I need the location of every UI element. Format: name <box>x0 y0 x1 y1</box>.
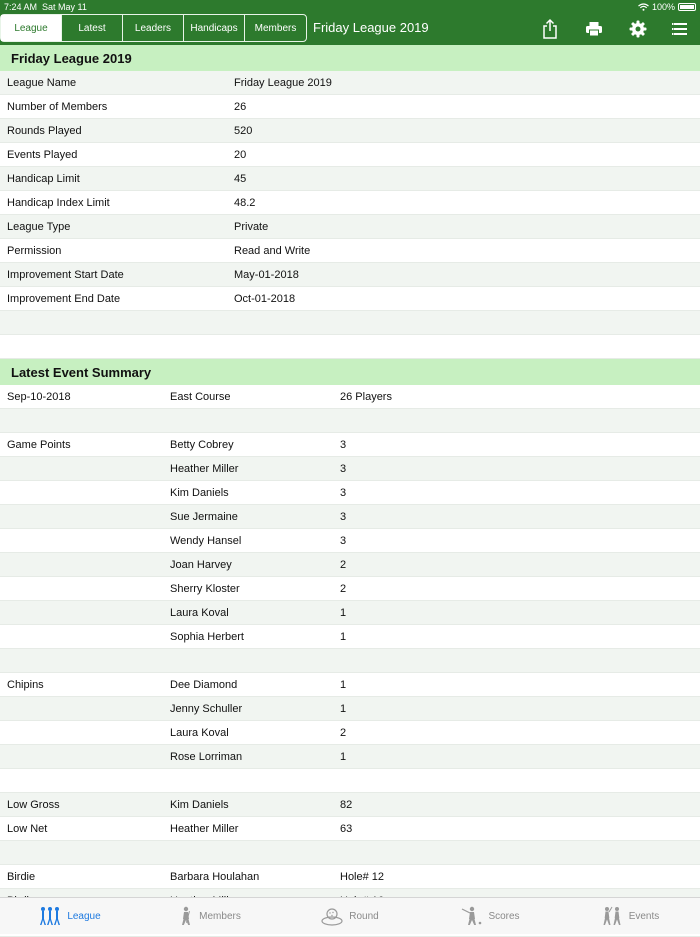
player-name: Heather Miller <box>170 822 239 835</box>
event-row <box>0 433 700 457</box>
info-label: Events Played <box>7 148 78 161</box>
event-row <box>0 793 700 817</box>
tabbar-label: Members <box>199 910 241 922</box>
status-right <box>638 2 696 12</box>
info-row <box>0 143 700 167</box>
info-value: 20 <box>234 148 247 161</box>
player-value: 3 <box>340 486 347 499</box>
tab-leaders[interactable]: Leaders <box>123 15 184 41</box>
row-spacer <box>0 335 700 359</box>
tabbar-members[interactable] <box>140 898 280 934</box>
player-value: 3 <box>340 534 347 547</box>
player-value: Hole# 12 <box>340 870 385 883</box>
status-bar <box>0 0 700 14</box>
player-value: 2 <box>340 726 347 739</box>
info-value: Oct-01-2018 <box>234 292 296 305</box>
golfer-swing-icon <box>460 906 482 926</box>
event-date: Sep-10-2018 <box>7 390 71 403</box>
info-value: 45 <box>234 172 247 185</box>
info-label: Number of Members <box>7 100 108 113</box>
info-row <box>0 95 700 119</box>
info-value: 520 <box>234 124 253 137</box>
info-row <box>0 191 700 215</box>
share-button[interactable] <box>539 18 561 40</box>
info-label: Rounds Played <box>7 124 82 137</box>
info-value: May-01-2018 <box>234 268 299 281</box>
top-bar <box>0 0 700 45</box>
tabbar-scores[interactable] <box>420 898 560 934</box>
player-value: 3 <box>340 510 347 523</box>
player-value: 1 <box>340 630 347 643</box>
info-row <box>0 215 700 239</box>
player-value: 2 <box>340 582 347 595</box>
league-section-title: Friday League 2019 <box>0 45 700 71</box>
player-value: 1 <box>340 702 347 715</box>
player-value: 1 <box>340 678 347 691</box>
event-row <box>0 481 700 505</box>
event-row <box>0 817 700 841</box>
tabbar-league[interactable] <box>0 898 140 934</box>
event-row <box>0 601 700 625</box>
event-summary-row <box>0 385 700 409</box>
player-name: Sophia Herbert <box>170 630 244 643</box>
player-value: 1 <box>340 750 347 763</box>
player-name: Heather Miller <box>170 462 239 475</box>
player-value: 3 <box>340 462 347 475</box>
info-label: Handicap Limit <box>7 172 80 185</box>
info-label: League Name <box>7 76 77 89</box>
info-label: Improvement Start Date <box>7 268 124 281</box>
golf-ball-tee-icon <box>321 906 343 926</box>
status-date: Sat May 11 <box>42 2 87 12</box>
segmented-tabs <box>0 14 307 42</box>
print-button[interactable] <box>583 18 605 40</box>
golfers-group-icon <box>39 906 61 926</box>
info-value: 26 <box>234 100 247 113</box>
event-course: East Course <box>170 390 231 403</box>
info-row <box>0 239 700 263</box>
tabbar-events[interactable] <box>560 898 700 934</box>
status-time-date <box>4 2 87 12</box>
player-name: Joan Harvey <box>170 558 232 571</box>
category-label: Chipins <box>7 678 44 691</box>
category-label: Low Gross <box>7 798 60 811</box>
tab-league[interactable]: League <box>1 15 62 41</box>
info-row <box>0 119 700 143</box>
event-row <box>0 529 700 553</box>
event-row <box>0 553 700 577</box>
info-value: Read and Write <box>234 244 311 257</box>
menu-button[interactable] <box>669 18 691 40</box>
tabbar-label: Scores <box>488 910 520 922</box>
event-section-title: Latest Event Summary <box>0 359 700 385</box>
gear-icon <box>629 20 647 38</box>
player-name: Sue Jermaine <box>170 510 238 523</box>
player-name: Laura Koval <box>170 726 229 739</box>
event-row <box>0 625 700 649</box>
category-label: Birdie <box>7 870 36 883</box>
row-spacer <box>0 841 700 865</box>
wifi-icon <box>638 3 649 11</box>
tabbar-label: League <box>67 910 101 922</box>
player-value: 82 <box>340 798 353 811</box>
category-label: Game Points <box>7 438 71 451</box>
event-row <box>0 865 700 889</box>
info-value: 48.2 <box>234 196 256 209</box>
hamburger-menu-icon <box>672 22 688 36</box>
row-spacer <box>0 409 700 433</box>
info-value: Friday League 2019 <box>234 76 332 89</box>
player-name: Barbara Houlahan <box>170 870 260 883</box>
settings-button[interactable] <box>627 18 649 40</box>
event-row <box>0 577 700 601</box>
row-spacer <box>0 311 700 335</box>
golfers-pair-icon <box>601 906 623 926</box>
info-value: Private <box>234 220 269 233</box>
battery-percent: 100% <box>651 2 675 12</box>
share-icon <box>542 19 558 39</box>
player-name: Rose Lorriman <box>170 750 243 763</box>
row-spacer <box>0 769 700 793</box>
event-players: 26 Players <box>340 390 392 403</box>
category-label: Low Net <box>7 822 48 835</box>
info-row <box>0 287 700 311</box>
event-row <box>0 505 700 529</box>
info-label: Improvement End Date <box>7 292 121 305</box>
player-value: 1 <box>340 606 347 619</box>
player-name: Dee Diamond <box>170 678 238 691</box>
player-name: Kim Daniels <box>170 798 229 811</box>
print-icon <box>585 21 603 37</box>
info-label: Handicap Index Limit <box>7 196 110 209</box>
header-title: Friday League 2019 <box>313 20 429 35</box>
event-row <box>0 673 700 697</box>
tab-handicaps[interactable]: Handicaps <box>184 15 245 41</box>
info-row <box>0 71 700 95</box>
player-name: Betty Cobrey <box>170 438 234 451</box>
event-row <box>0 721 700 745</box>
info-label: League Type <box>7 220 71 233</box>
status-time: 7:24 AM <box>4 2 38 12</box>
content-scroll[interactable] <box>0 45 700 897</box>
golfer-icon <box>179 906 193 926</box>
player-name: Kim Daniels <box>170 486 229 499</box>
tab-latest[interactable]: Latest <box>62 15 123 41</box>
battery-icon <box>678 3 696 11</box>
bottom-tab-bar <box>0 897 700 934</box>
player-name: Jenny Schuller <box>170 702 243 715</box>
tab-members[interactable]: Members <box>254 22 297 34</box>
tabbar-label: Round <box>349 910 379 922</box>
info-label: Permission <box>7 244 62 257</box>
info-row <box>0 167 700 191</box>
info-row <box>0 263 700 287</box>
player-name: Sherry Kloster <box>170 582 240 595</box>
player-value: 63 <box>340 822 353 835</box>
player-value: 2 <box>340 558 347 571</box>
player-name: Wendy Hansel <box>170 534 242 547</box>
event-row <box>0 697 700 721</box>
tabbar-round[interactable] <box>280 898 420 934</box>
row-spacer <box>0 649 700 673</box>
event-row <box>0 745 700 769</box>
tabbar-label: Events <box>628 910 660 922</box>
player-value: 3 <box>340 438 347 451</box>
event-row <box>0 457 700 481</box>
player-name: Laura Koval <box>170 606 229 619</box>
